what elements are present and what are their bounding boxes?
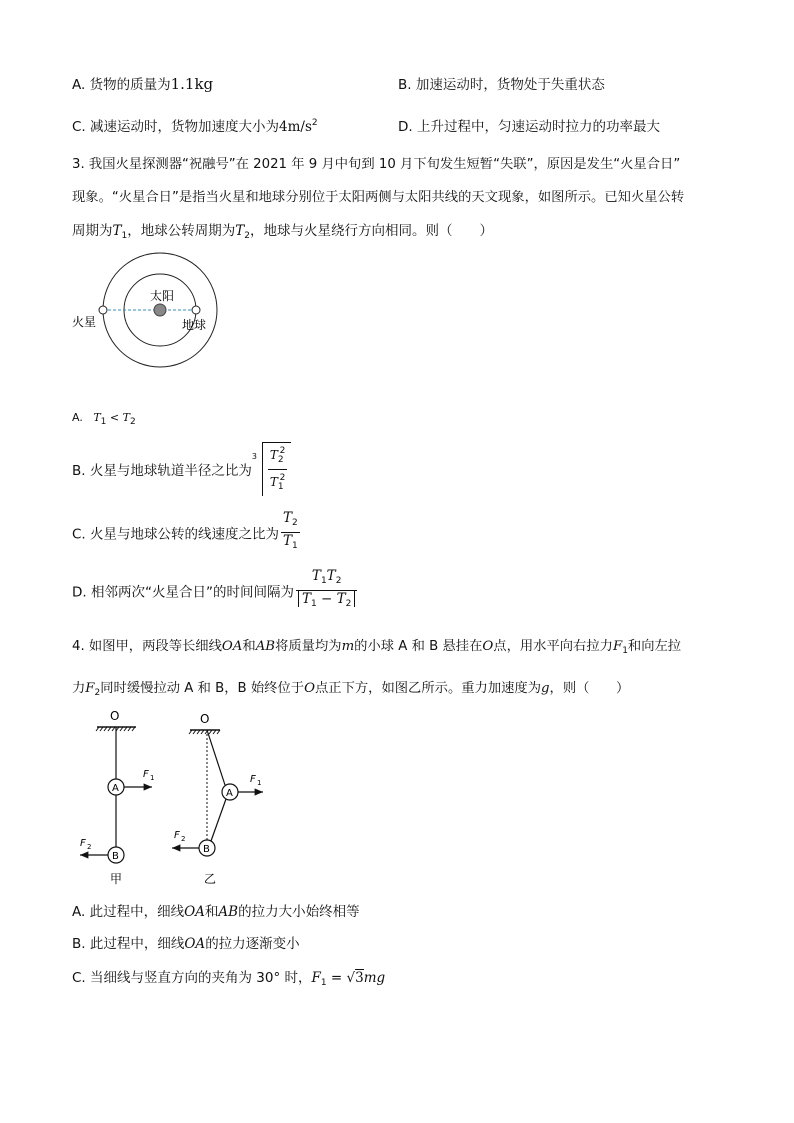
- yi-o-label: O: [200, 712, 210, 726]
- q3-option-c: C. 火星与地球公转的线速度之比为 $\frac{T_2}{T_1}$: [72, 510, 298, 551]
- svg-text:B: B: [112, 851, 119, 862]
- q3-stem-line2: 现象。“火星合日”是指当火星和地球分别位于太阳两侧与太阳共线的天文现象，如图所示。已知火星公转: [72, 190, 685, 205]
- mars-label: 火星: [72, 315, 97, 329]
- svg-text:F: F: [174, 830, 180, 841]
- yi-label: 乙: [204, 872, 217, 886]
- q2-option-a: A. 货物的质量为1.1kg: [72, 75, 214, 93]
- pendulum-diagram: [70, 705, 290, 890]
- q4-stem-line1: 4. 如图甲，两段等长细线OA和AB将质量均为m的小球 A 和 B 悬挂在O点，用水平向右拉力$F_1$和向左拉: [72, 639, 682, 656]
- q2-option-b: B. 加速运动时，货物处于失重状态: [398, 77, 605, 93]
- q3-stem-line3: 周期为$T_1$，地球公转周期为$T_2$，地球与火星绕行方向相同。则（ ）: [72, 223, 493, 241]
- q2-option-c: C. 减速运动时，货物加速度大小为$4m/s^2$: [72, 118, 318, 135]
- cube-root: 3 $\frac{T_2^2}{T_1^2}$: [252, 442, 291, 496]
- svg-text:A: A: [112, 783, 119, 794]
- q4-stem-line2: 力$F_2$同时缓慢拉动 A 和 B，B 始终位于O点正下方，如图乙所示。重力加速度为g，则（ ）: [72, 681, 630, 698]
- jia-o-label: O: [110, 709, 120, 723]
- svg-text:1: 1: [257, 779, 262, 787]
- earth-label: 地球: [182, 318, 207, 332]
- svg-text:F: F: [143, 769, 149, 780]
- figure-yi: [172, 712, 263, 886]
- q4-option-b: B. 此过程中，细线OA的拉力逐渐变小: [72, 936, 300, 952]
- svg-text:B: B: [203, 844, 210, 855]
- sun-icon: [154, 304, 166, 316]
- q4-option-a: A. 此过程中，细线OA和AB的拉力大小始终相等: [72, 904, 360, 920]
- svg-text:A: A: [226, 788, 233, 799]
- svg-text:2: 2: [181, 835, 186, 843]
- svg-text:1: 1: [150, 774, 155, 782]
- q3-option-d: D. 相邻两次“火星合日”的时间间隔为 $\frac{T_1T_2}{T_1 - T_2}$: [72, 568, 359, 613]
- orbit-diagram: [70, 248, 230, 378]
- mars-icon: [99, 306, 107, 314]
- svg-text:F: F: [250, 774, 256, 785]
- q3-option-a: A. $T_1 < T_2$: [72, 411, 136, 427]
- q4-option-c: C. 当细线与竖直方向的夹角为 30° 时，$F_1 = √3mg$: [72, 970, 386, 988]
- earth-icon: [192, 306, 200, 314]
- q3-option-b: B. 火星与地球轨道半径之比为 3 $\frac{T_2^2}{T_1^2}$: [72, 442, 291, 496]
- figure-jia: [80, 709, 154, 886]
- svg-text:2: 2: [87, 843, 92, 851]
- q2-option-d: D. 上升过程中，匀速运动时拉力的功率最大: [398, 119, 660, 135]
- jia-label: 甲: [110, 872, 123, 886]
- sun-label: 太阳: [150, 289, 175, 303]
- svg-text:F: F: [80, 838, 86, 849]
- q3-stem-line1: 3. 我国火星探测器“祝融号”在 2021 年 9 月中旬到 10 月下旬发生短暂“失联”，原因是发生“火星合日”: [72, 157, 681, 172]
